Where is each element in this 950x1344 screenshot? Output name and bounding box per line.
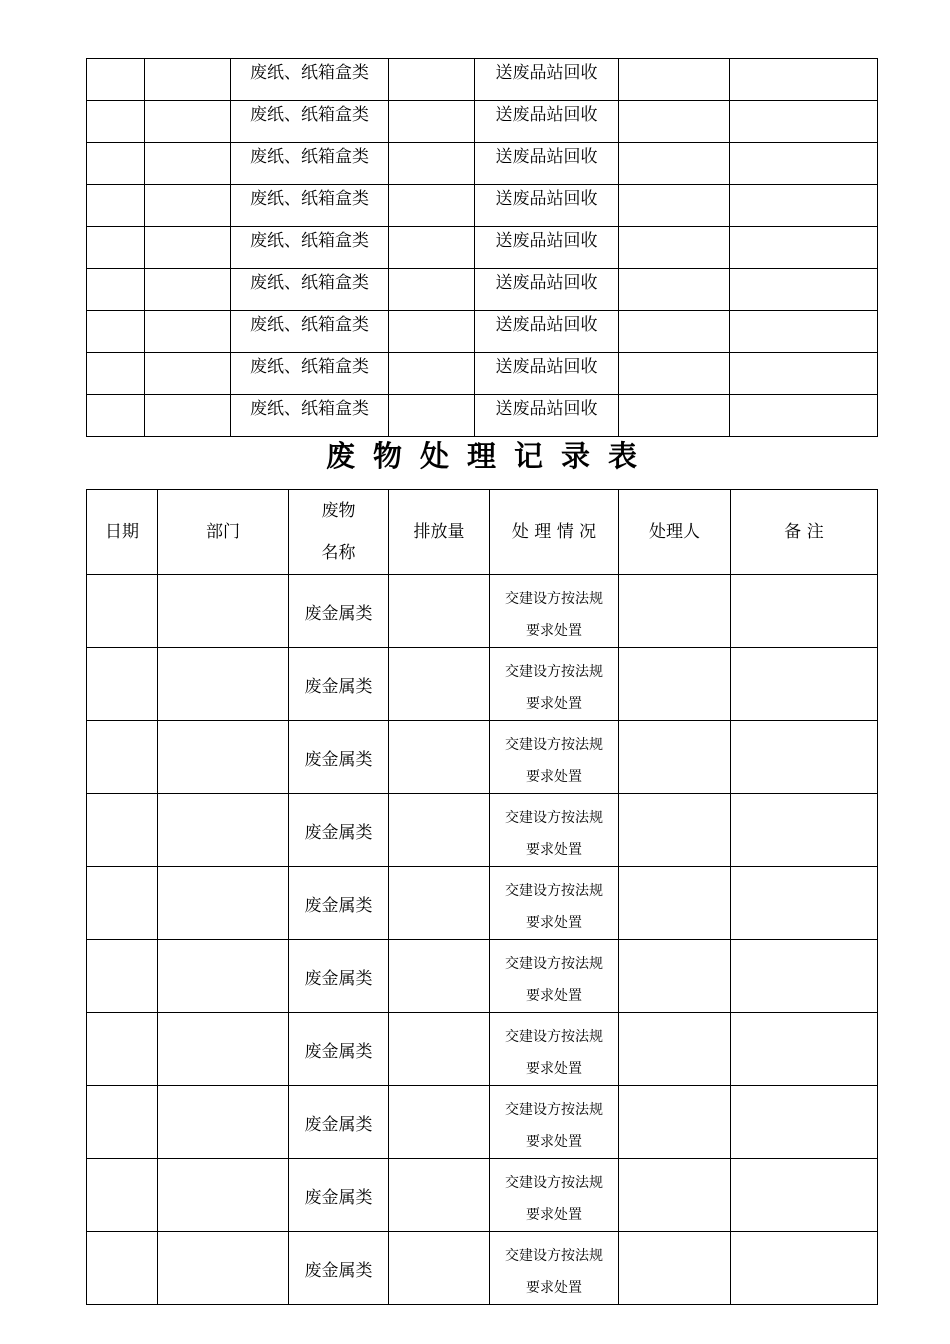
table-row [87, 940, 878, 1013]
cell-remarks [730, 59, 878, 101]
table-row [87, 794, 878, 867]
cell-discharge [389, 101, 475, 143]
table-header-row [87, 490, 878, 575]
cell-remarks [731, 867, 878, 940]
handling-line1: 交建设方按法规 [505, 1248, 603, 1264]
cell-date [87, 1232, 158, 1305]
cell-handler [619, 648, 731, 721]
cell-date [87, 59, 145, 101]
cell-handler [619, 59, 730, 101]
previous-records-table [86, 58, 878, 437]
cell-discharge [389, 648, 490, 721]
table-row [87, 1086, 878, 1159]
cell-date [87, 353, 145, 395]
handling-line1: 交建设方按法规 [505, 664, 603, 680]
handling-line2: 要求处置 [526, 1061, 582, 1077]
cell-handling [490, 721, 619, 794]
cell-remarks [730, 269, 878, 311]
cell-department [145, 101, 231, 143]
cell-discharge [389, 1159, 490, 1232]
cell-handling [490, 794, 619, 867]
cell-department [145, 59, 231, 101]
cell-handler [619, 143, 730, 185]
cell-handler [619, 311, 730, 353]
cell-handler [619, 101, 730, 143]
header-remarks: 备 注 [731, 490, 878, 575]
cell-remarks [730, 353, 878, 395]
table-row [87, 575, 878, 648]
cell-discharge [389, 867, 490, 940]
cell-remarks [731, 648, 878, 721]
handling-line2: 要求处置 [526, 1207, 582, 1223]
table-row [87, 311, 878, 353]
cell-department [158, 648, 289, 721]
table-row [87, 269, 878, 311]
cell-discharge [389, 311, 475, 353]
cell-handling [490, 1159, 619, 1232]
cell-department [158, 794, 289, 867]
cell-date [87, 185, 145, 227]
waste-records-table [86, 489, 878, 1305]
handling-line1: 交建设方按法规 [505, 1029, 603, 1045]
cell-handling [490, 940, 619, 1013]
cell-department [158, 1159, 289, 1232]
cell-date [87, 311, 145, 353]
table-row [87, 648, 878, 721]
cell-discharge [389, 1086, 490, 1159]
table-row [87, 395, 878, 437]
cell-department [145, 269, 231, 311]
header-waste-name-line2: 名称 [321, 543, 356, 563]
cell-handling: 送废品站回收 [475, 227, 619, 269]
page-title: 废物处理记录表 [325, 439, 655, 473]
table-row [87, 1013, 878, 1086]
table-row [87, 1232, 878, 1305]
cell-remarks [730, 143, 878, 185]
cell-waste-name: 废纸、纸箱盒类 [231, 143, 389, 185]
handling-line1: 交建设方按法规 [505, 883, 603, 899]
handling-line1: 交建设方按法规 [505, 956, 603, 972]
cell-handler [619, 575, 731, 648]
handling-line2: 要求处置 [526, 988, 582, 1004]
cell-discharge [389, 353, 475, 395]
header-handler: 处理人 [619, 490, 731, 575]
cell-waste-name: 废金属类 [289, 1086, 389, 1159]
cell-date [87, 721, 158, 794]
cell-department [145, 353, 231, 395]
cell-waste-name: 废纸、纸箱盒类 [231, 311, 389, 353]
handling-line2: 要求处置 [526, 915, 582, 931]
cell-department [158, 1086, 289, 1159]
cell-remarks [731, 1232, 878, 1305]
handling-line1: 交建设方按法规 [505, 737, 603, 753]
cell-department [158, 867, 289, 940]
handling-line2: 要求处置 [526, 842, 582, 858]
cell-waste-name: 废金属类 [289, 721, 389, 794]
cell-date [87, 867, 158, 940]
cell-discharge [389, 143, 475, 185]
handling-line1: 交建设方按法规 [505, 810, 603, 826]
handling-line1: 交建设方按法规 [505, 591, 603, 607]
table-row [87, 59, 878, 101]
header-discharge: 排放量 [389, 490, 490, 575]
table-row [87, 227, 878, 269]
handling-line1: 交建设方按法规 [505, 1102, 603, 1118]
cell-handling: 送废品站回收 [475, 185, 619, 227]
header-department: 部门 [158, 490, 289, 575]
cell-waste-name: 废金属类 [289, 794, 389, 867]
cell-handler [619, 1232, 731, 1305]
cell-waste-name: 废金属类 [289, 648, 389, 721]
cell-date [87, 143, 145, 185]
cell-date [87, 101, 145, 143]
cell-discharge [389, 1013, 490, 1086]
cell-handler [619, 721, 731, 794]
cell-remarks [730, 185, 878, 227]
cell-waste-name: 废纸、纸箱盒类 [231, 353, 389, 395]
table-row [87, 101, 878, 143]
handling-line2: 要求处置 [526, 696, 582, 712]
cell-department [145, 395, 231, 437]
cell-handler [619, 395, 730, 437]
cell-remarks [731, 940, 878, 1013]
cell-handling: 送废品站回收 [475, 59, 619, 101]
handling-line2: 要求处置 [526, 1280, 582, 1296]
cell-handling: 送废品站回收 [475, 395, 619, 437]
cell-remarks [730, 311, 878, 353]
cell-handling: 送废品站回收 [475, 311, 619, 353]
cell-handling: 送废品站回收 [475, 143, 619, 185]
cell-discharge [389, 59, 475, 101]
header-waste-name [289, 490, 389, 575]
cell-date [87, 1159, 158, 1232]
cell-discharge [389, 940, 490, 1013]
cell-remarks [731, 1086, 878, 1159]
cell-waste-name: 废金属类 [289, 575, 389, 648]
cell-remarks [731, 794, 878, 867]
header-waste-name-line1: 废物 [321, 501, 356, 521]
cell-date [87, 940, 158, 1013]
table-row [87, 721, 878, 794]
cell-department [145, 311, 231, 353]
cell-handler [619, 867, 731, 940]
handling-line1: 交建设方按法规 [505, 1175, 603, 1191]
table-row [87, 143, 878, 185]
cell-handling [490, 867, 619, 940]
cell-handling [490, 575, 619, 648]
handling-line2: 要求处置 [526, 1134, 582, 1150]
cell-handling [490, 1086, 619, 1159]
cell-discharge [389, 269, 475, 311]
cell-department [145, 143, 231, 185]
cell-discharge [389, 185, 475, 227]
cell-waste-name: 废纸、纸箱盒类 [231, 101, 389, 143]
cell-date [87, 1086, 158, 1159]
cell-handler [619, 227, 730, 269]
cell-discharge [389, 1232, 490, 1305]
cell-handler [619, 1086, 731, 1159]
cell-handler [619, 940, 731, 1013]
cell-discharge [389, 794, 490, 867]
table-row [87, 867, 878, 940]
cell-date [87, 227, 145, 269]
cell-date [87, 395, 145, 437]
cell-handling [490, 1013, 619, 1086]
cell-discharge [389, 227, 475, 269]
cell-date [87, 1013, 158, 1086]
cell-handler [619, 269, 730, 311]
cell-remarks [731, 721, 878, 794]
table-row [87, 185, 878, 227]
cell-waste-name: 废纸、纸箱盒类 [231, 227, 389, 269]
cell-discharge [389, 575, 490, 648]
cell-department [145, 185, 231, 227]
cell-remarks [731, 575, 878, 648]
cell-handler [619, 185, 730, 227]
cell-department [158, 721, 289, 794]
cell-waste-name: 废金属类 [289, 867, 389, 940]
cell-date [87, 575, 158, 648]
cell-remarks [730, 395, 878, 437]
handling-line2: 要求处置 [526, 623, 582, 639]
table-row [87, 353, 878, 395]
header-handling: 处 理 情 况 [490, 490, 619, 575]
cell-date [87, 269, 145, 311]
cell-date [87, 794, 158, 867]
cell-remarks [731, 1013, 878, 1086]
cell-discharge [389, 721, 490, 794]
cell-waste-name: 废金属类 [289, 1159, 389, 1232]
cell-handling [490, 648, 619, 721]
cell-date [87, 648, 158, 721]
cell-remarks [730, 101, 878, 143]
cell-handling: 送废品站回收 [475, 353, 619, 395]
cell-handler [619, 1013, 731, 1086]
cell-handler [619, 353, 730, 395]
cell-department [158, 1013, 289, 1086]
cell-waste-name: 废纸、纸箱盒类 [231, 269, 389, 311]
cell-remarks [730, 227, 878, 269]
cell-department [158, 940, 289, 1013]
cell-waste-name: 废纸、纸箱盒类 [231, 185, 389, 227]
cell-department [158, 1232, 289, 1305]
header-date: 日期 [87, 490, 158, 575]
cell-remarks [731, 1159, 878, 1232]
cell-handler [619, 1159, 731, 1232]
cell-waste-name: 废纸、纸箱盒类 [231, 59, 389, 101]
cell-waste-name: 废纸、纸箱盒类 [231, 395, 389, 437]
cell-waste-name: 废金属类 [289, 1232, 389, 1305]
cell-waste-name: 废金属类 [289, 1013, 389, 1086]
cell-handling [490, 1232, 619, 1305]
cell-handling: 送废品站回收 [475, 101, 619, 143]
cell-waste-name: 废金属类 [289, 940, 389, 1013]
cell-department [145, 227, 231, 269]
cell-handler [619, 794, 731, 867]
cell-department [158, 575, 289, 648]
table-row [87, 1159, 878, 1232]
handling-line2: 要求处置 [526, 769, 582, 785]
cell-discharge [389, 395, 475, 437]
cell-handling: 送废品站回收 [475, 269, 619, 311]
